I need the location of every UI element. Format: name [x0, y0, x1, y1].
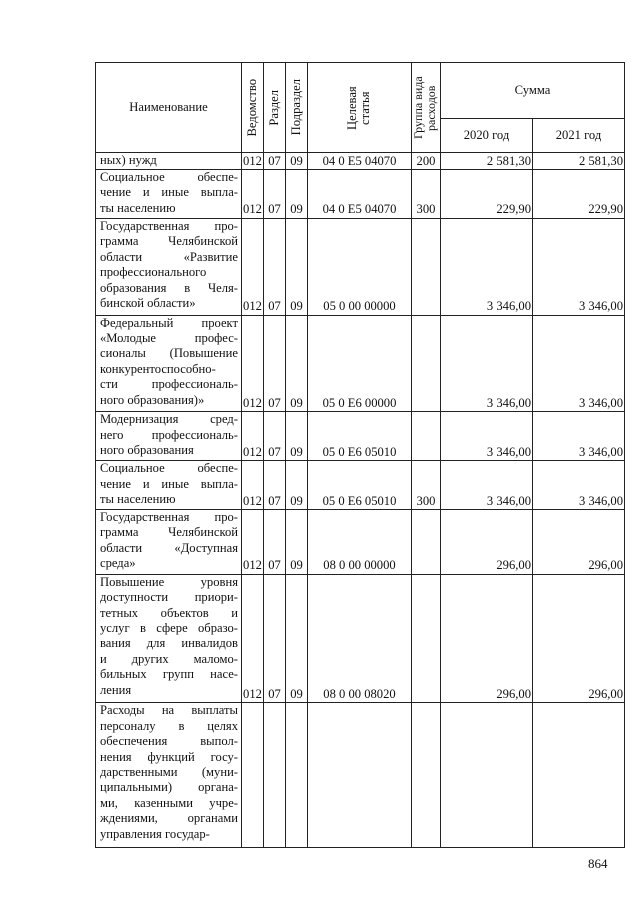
row-name-line: области «Развитие: [100, 249, 238, 264]
row-celevaya: 05 0 Е6 05010: [308, 412, 412, 461]
row-name-line: ления: [100, 682, 132, 697]
row-vedomstvo: 012: [242, 461, 264, 510]
row-gruppa: [412, 412, 441, 461]
row-name: [96, 315, 242, 412]
row-celevaya: 05 0 00 00000: [308, 218, 412, 315]
row-sum-2020: 2 581,30: [441, 153, 533, 170]
row-celevaya: 05 0 Е6 05010: [308, 461, 412, 510]
row-sum-2020: 3 346,00: [441, 315, 533, 412]
budget-table: [95, 62, 625, 848]
row-gruppa: [412, 315, 441, 412]
row-celevaya: 08 0 00 08020: [308, 574, 412, 703]
row-sum-2021: [533, 703, 625, 848]
row-sum-2021: 296,00: [533, 574, 625, 703]
row-sum-2021: 3 346,00: [533, 412, 625, 461]
row-name-line: чение и иные выпла-: [100, 185, 238, 200]
row-celevaya: 04 0 Е5 04070: [308, 153, 412, 170]
row-gruppa: 300: [412, 461, 441, 510]
row-razdel: 07: [264, 574, 286, 703]
row-name-line: ждениями, органами: [100, 811, 238, 826]
header-gruppa: Группа вида расходов: [412, 63, 441, 153]
row-name-line: персоналу в целях: [100, 718, 238, 733]
table-row: [96, 315, 625, 412]
row-podrazdel: 09: [286, 153, 308, 170]
row-name-line: Государственная про-: [100, 218, 238, 233]
row-celevaya: 05 0 Е6 00000: [308, 315, 412, 412]
row-sum-2020: 3 346,00: [441, 461, 533, 510]
row-name-line: области «Доступная: [100, 540, 238, 555]
page-number: 864: [588, 856, 608, 871]
row-podrazdel: 09: [286, 510, 308, 575]
header-year-2020: 2020 год: [441, 119, 533, 153]
row-sum-2020: 3 346,00: [441, 412, 533, 461]
row-name-line: ного образования)»: [100, 392, 205, 407]
row-name-line: услуг в сфере образо-: [100, 621, 238, 635]
row-name: [96, 170, 242, 219]
row-name-line: тетных объектов и: [100, 605, 238, 620]
row-razdel: 07: [264, 218, 286, 315]
row-name: [96, 153, 242, 170]
row-sum-2020: 296,00: [441, 574, 533, 703]
row-name-line: чение и иные выпла-: [100, 476, 238, 491]
row-gruppa: [412, 218, 441, 315]
row-podrazdel: [286, 703, 308, 848]
row-vedomstvo: 012: [242, 170, 264, 219]
row-name: [96, 412, 242, 461]
row-name-line: доступности приори-: [100, 590, 238, 605]
row-name-line: сионалы (Повышение: [100, 346, 238, 361]
row-name-line: ты населению: [100, 491, 176, 506]
row-name: [96, 510, 242, 575]
header-name: Наименование: [96, 63, 242, 153]
row-sum-2020: 3 346,00: [441, 218, 533, 315]
row-name-line: ты населению: [100, 200, 176, 215]
row-sum-2020: 296,00: [441, 510, 533, 575]
row-podrazdel: 09: [286, 412, 308, 461]
table-row: [96, 461, 625, 510]
row-celevaya: [308, 703, 412, 848]
row-sum-2021: 3 346,00: [533, 218, 625, 315]
row-razdel: 07: [264, 461, 286, 510]
row-name: [96, 461, 242, 510]
table-row: [96, 218, 625, 315]
table-row: [96, 153, 625, 170]
row-name-line: вания для инвалидов: [100, 636, 238, 651]
header-vedomstvo: Ведомство: [242, 63, 264, 153]
table-row: [96, 510, 625, 575]
header-summa: Сумма: [441, 63, 625, 119]
row-podrazdel: 09: [286, 574, 308, 703]
row-name: [96, 574, 242, 703]
table-row: [96, 170, 625, 219]
row-name-line: профессионального: [100, 265, 207, 280]
row-podrazdel: 09: [286, 461, 308, 510]
row-gruppa: [412, 703, 441, 848]
row-razdel: 07: [264, 510, 286, 575]
row-name-line: грамма Челябинской: [100, 525, 238, 540]
table-row: [96, 703, 625, 848]
row-sum-2021: 3 346,00: [533, 315, 625, 412]
row-name-line: конкурентоспособно-: [100, 361, 216, 376]
row-podrazdel: 09: [286, 315, 308, 412]
row-vedomstvo: 012: [242, 218, 264, 315]
table-row: [96, 412, 625, 461]
row-sum-2021: 229,90: [533, 170, 625, 219]
row-sum-2020: 229,90: [441, 170, 533, 219]
table-row: [96, 574, 625, 703]
row-name-line: Федеральный проект: [100, 315, 238, 330]
row-name-line: Государственная про-: [100, 510, 238, 525]
row-name-line: дарственными (муни-: [100, 764, 238, 779]
row-gruppa: [412, 510, 441, 575]
row-name-line: него профессиональ-: [100, 427, 238, 442]
row-name-line: бильных групп насе-: [100, 667, 238, 682]
row-name-line: образования в Челя-: [100, 280, 238, 295]
row-name-line: «Молодые профес-: [100, 331, 238, 346]
row-name-line: обеспечения выпол-: [100, 734, 238, 749]
row-celevaya: 08 0 00 00000: [308, 510, 412, 575]
row-name-line: Социальное обеспе-: [100, 461, 238, 476]
header-razdel: Раздел: [264, 63, 286, 153]
row-name-line: Социальное обеспе-: [100, 170, 238, 185]
row-name-line: ных) нужд: [100, 153, 157, 167]
row-sum-2020: [441, 703, 533, 848]
row-gruppa: 200: [412, 153, 441, 170]
row-razdel: 07: [264, 412, 286, 461]
row-name: [96, 703, 242, 848]
row-name-line: среда»: [100, 556, 136, 571]
row-name-line: бинской области»: [100, 295, 196, 310]
header-celevaya: Целевая статья: [308, 63, 412, 153]
row-razdel: 07: [264, 315, 286, 412]
row-name-line: ного образования: [100, 443, 194, 458]
row-name-line: Расходы на выплаты: [100, 703, 238, 718]
row-sum-2021: 2 581,30: [533, 153, 625, 170]
row-name-line: нения функций госу-: [100, 749, 238, 764]
header-year-2021: 2021 год: [533, 119, 625, 153]
row-razdel: 07: [264, 170, 286, 219]
row-name-line: Модернизация сред-: [100, 412, 238, 427]
row-vedomstvo: 012: [242, 574, 264, 703]
row-vedomstvo: 012: [242, 315, 264, 412]
row-vedomstvo: 012: [243, 153, 262, 168]
row-sum-2021: 296,00: [533, 510, 625, 575]
row-gruppa: [412, 574, 441, 703]
row-razdel: 07: [264, 153, 286, 170]
row-name-line: грамма Челябинской: [100, 234, 238, 249]
row-sum-2021: 3 346,00: [533, 461, 625, 510]
row-name: [96, 218, 242, 315]
row-name-line: ципальными) органа-: [100, 780, 238, 795]
row-razdel: [264, 703, 286, 848]
row-gruppa: 300: [412, 170, 441, 219]
row-podrazdel: 09: [286, 218, 308, 315]
row-name-line: сти профессиональ-: [100, 377, 238, 392]
row-celevaya: 04 0 Е5 04070: [308, 170, 412, 219]
row-name-line: ми, казенными учре-: [100, 795, 238, 810]
row-name-line: управления государ-: [100, 826, 210, 841]
row-vedomstvo: 012: [242, 510, 264, 575]
row-vedomstvo: [242, 703, 264, 848]
row-name-line: Повышение уровня: [100, 574, 238, 589]
header-podrazdel: Подраздел: [286, 63, 308, 153]
row-vedomstvo: 012: [242, 412, 264, 461]
row-podrazdel: 09: [286, 170, 308, 219]
row-name-line: и других маломо-: [100, 651, 238, 666]
